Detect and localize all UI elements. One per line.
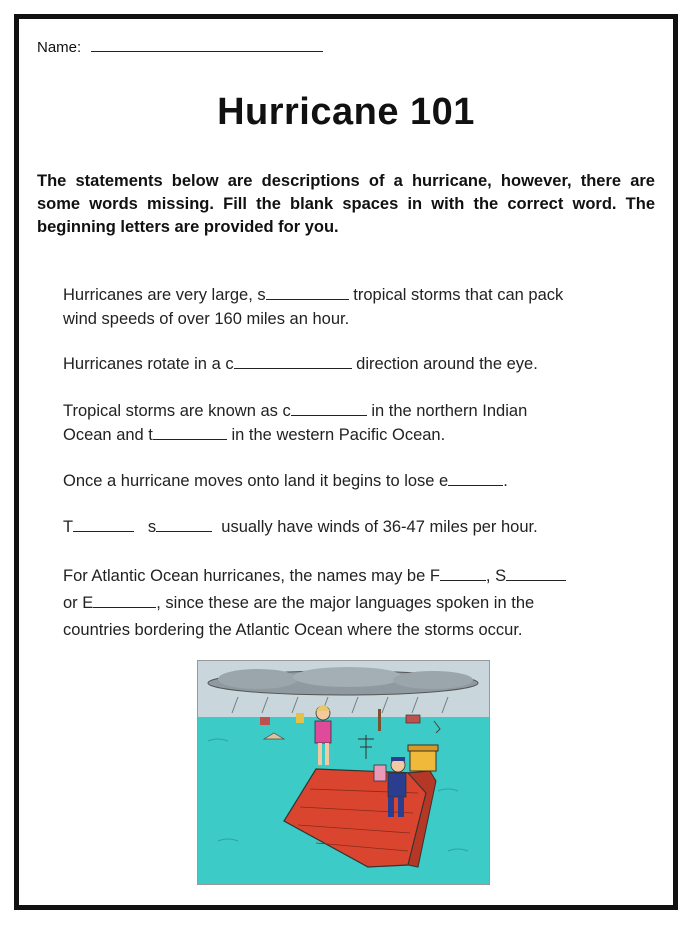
q4-text-b: . [503, 472, 508, 490]
question-4 [63, 470, 633, 494]
q1-text-a: Hurricanes are very large, s [63, 286, 266, 304]
question-2 [63, 353, 633, 377]
q6-blank-2[interactable] [506, 565, 566, 581]
page-title: Hurricane 101 [217, 91, 475, 133]
instructions: The statements below are descriptions of a hurricane, however, there are some words missing. Fill the blank spaces in with the correct word. The beginning letters are provided for you. [37, 172, 655, 236]
q1-text-c: wind speeds of over 160 miles an hour. [63, 309, 350, 328]
q4-text-a: Once a hurricane moves onto land it begins to lose e [63, 472, 449, 490]
flood-illustration [197, 660, 490, 885]
q2-text-a: Hurricanes rotate in a c [63, 355, 234, 373]
worksheet-page [14, 14, 678, 910]
q6-text-a: For Atlantic Ocean hurricanes, the names may be F [63, 567, 440, 585]
q5-text-c: usually have winds of 36-47 miles per hour. [221, 518, 538, 536]
q5-blank-1[interactable] [73, 516, 134, 532]
q2-text-b: direction around the eye. [356, 355, 538, 373]
q5-text-a: T [63, 518, 74, 536]
name-label: Name: [37, 39, 82, 56]
q6-text-e: countries bordering the Atlantic Ocean where the storms occur. [63, 621, 523, 639]
q2-blank-1[interactable] [234, 353, 352, 369]
q6-text-d: , since these are the major languages spoken in the [156, 594, 535, 612]
question-1 [63, 284, 633, 331]
flood-scene-drawing [198, 661, 489, 884]
q3-blank-2[interactable] [153, 424, 227, 440]
name-field-row [37, 37, 323, 56]
q1-blank-1[interactable] [266, 284, 349, 300]
name-blank[interactable] [91, 37, 323, 52]
q6-text-c: or E [63, 594, 94, 612]
q6-blank-1[interactable] [440, 565, 486, 581]
q3-blank-1[interactable] [291, 400, 367, 416]
q3-text-c: Ocean and t [63, 425, 153, 444]
q5-blank-2[interactable] [156, 516, 212, 532]
q3-text-b: in the northern Indian [371, 402, 528, 420]
q3-text-a: Tropical storms are known as c [63, 402, 291, 420]
question-3 [63, 400, 633, 447]
q3-text-d: in the western Pacific Ocean. [231, 425, 446, 444]
q6-text-b: , S [485, 567, 507, 585]
question-5 [63, 516, 633, 540]
q1-text-b: tropical storms that can pack [353, 286, 564, 304]
chimney [408, 745, 438, 771]
q6-blank-3[interactable] [93, 592, 156, 608]
question-6 [63, 563, 633, 644]
storm-cloud [208, 667, 478, 695]
q5-text-b: s [147, 518, 157, 536]
q4-blank-1[interactable] [448, 470, 503, 486]
